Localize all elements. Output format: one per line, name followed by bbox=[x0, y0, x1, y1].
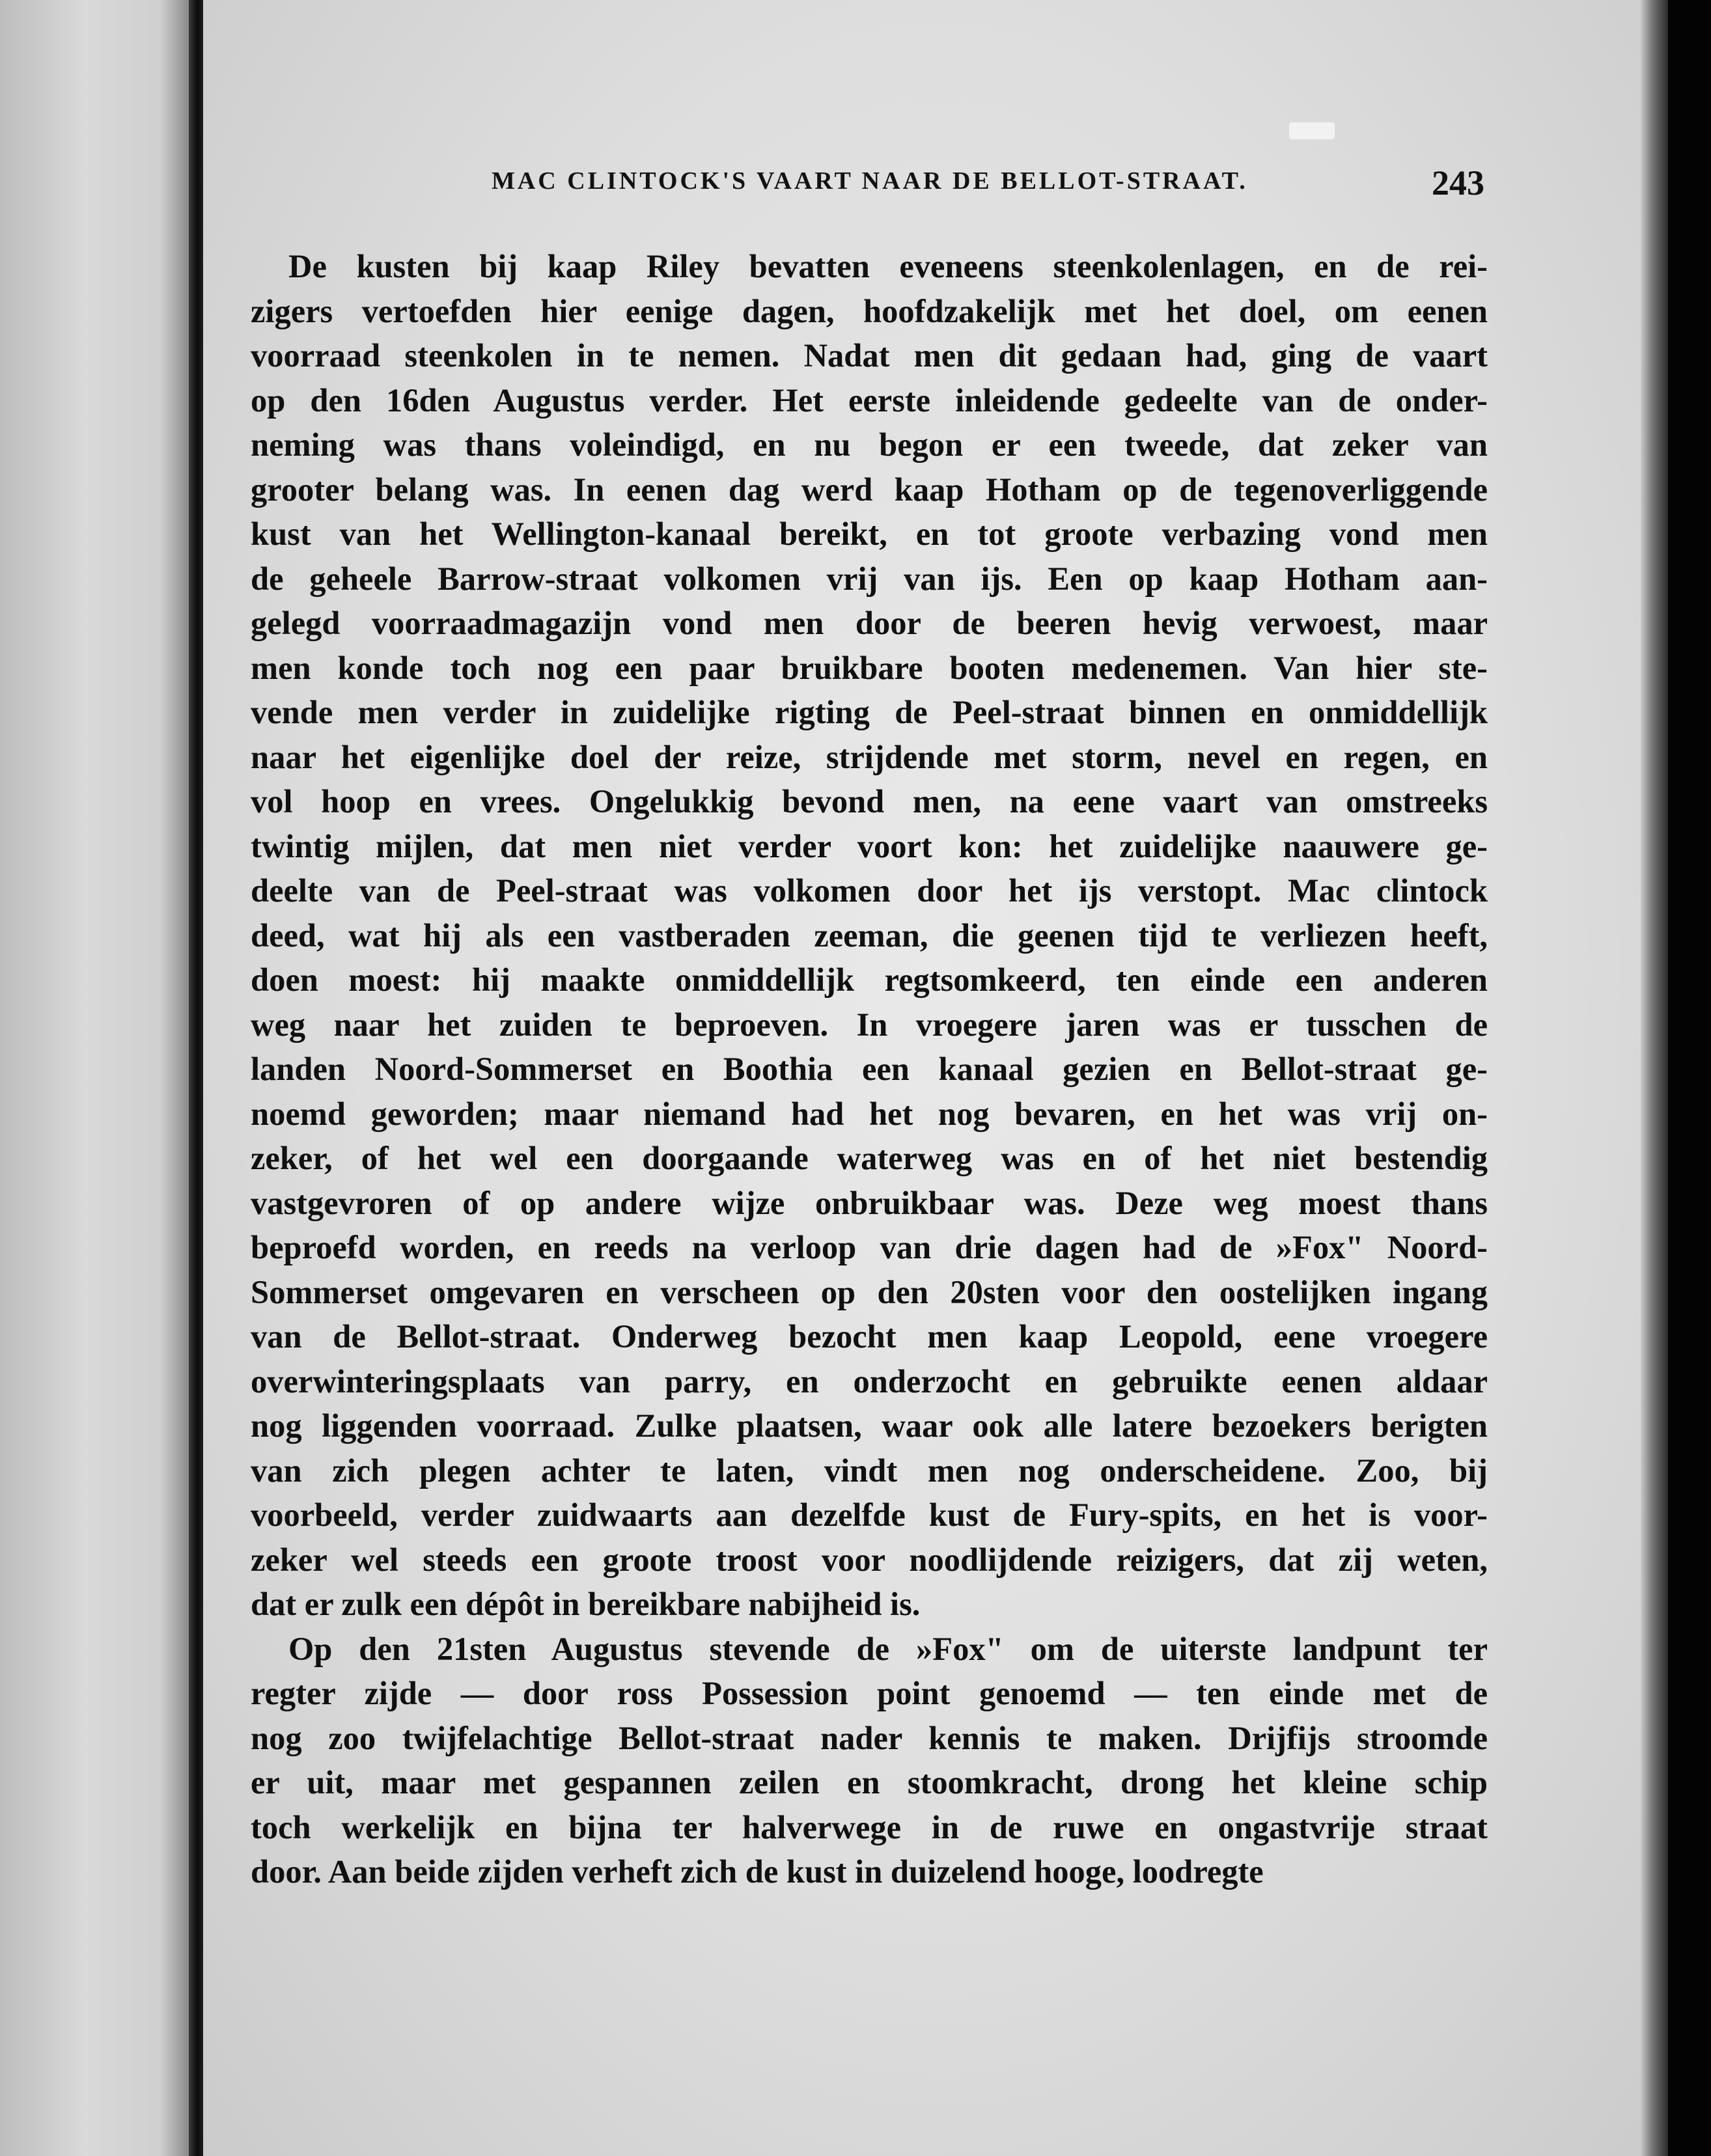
text-line: de geheele Barrow-straat volkomen vrij van ijs. Een op kaap Hotham aan- bbox=[251, 560, 1488, 597]
text-line: naar het eigenlijke doel der reize, strijdende met storm, nevel en regen, en bbox=[251, 738, 1488, 775]
text-line: men konde toch nog een paar bruikbare booten medenemen. Van hier ste- bbox=[251, 649, 1488, 686]
text-line: gelegd voorraadmagazijn vond men door de beeren hevig verwoest, maar bbox=[251, 605, 1488, 641]
text-line: voorraad steenkolen in te nemen. Nadat men dit gedaan had, ging de vaart bbox=[251, 337, 1488, 374]
text-line: beproefd worden, en reeds na verloop van drie dagen had de »Fox" Noord- bbox=[251, 1229, 1488, 1265]
text-line: toch werkelijk en bijna ter halverwege in de ruwe en ongastvrije straat bbox=[251, 1808, 1488, 1845]
book-gutter bbox=[189, 0, 203, 2156]
text-line: nog zoo twijfelachtige Bellot-straat nader kennis te maken. Drijfijs stroomde bbox=[251, 1719, 1488, 1756]
page-header bbox=[247, 163, 1484, 208]
text-line: regter zijde — door ross Possession point genoemd — ten einde met de bbox=[251, 1675, 1488, 1711]
body-text bbox=[251, 244, 1488, 1894]
text-line: voorbeeld, verder zuidwaarts aan dezelfde kust de Fury-spits, en het is voor- bbox=[251, 1497, 1488, 1533]
text-line: weg naar het zuiden te beproeven. In vroegere jaren was er tusschen de bbox=[251, 1006, 1488, 1043]
text-line: De kusten bij kaap Riley bevatten eveneens steenkolenlagen, en de rei- bbox=[288, 248, 1488, 284]
text-line: door. Aan beide zijden verheft zich de kust in duizelend hooge, loodregte bbox=[251, 1853, 1264, 1890]
text-line: doen moest: hij maakte onmiddellijk regtsomkeerd, ten einde een anderen bbox=[251, 961, 1488, 998]
text-line: deelte van de Peel-straat was volkomen door het ijs verstopt. Mac clintock bbox=[251, 872, 1488, 909]
text-line: vol hoop en vrees. Ongelukkig bevond men, na eene vaart van omstreeks bbox=[251, 783, 1488, 820]
page-right-edge bbox=[1641, 0, 1668, 2156]
text-line: nog liggenden voorraad. Zulke plaatsen, waar ook alle latere bezoekers berigten bbox=[251, 1407, 1488, 1444]
facing-page-edge bbox=[0, 0, 189, 2156]
text-line: noemd geworden; maar niemand had het nog bevaren, en het was vrij on- bbox=[251, 1095, 1488, 1132]
text-line: dat er zulk een dépôt in bereikbare nabijheid is. bbox=[251, 1586, 921, 1622]
text-line: grooter belang was. In eenen dag werd kaap Hotham op de tegenoverliggende bbox=[251, 471, 1488, 508]
text-line: vende men verder in zuidelijke rigting de Peel-straat binnen en onmiddellijk bbox=[251, 694, 1488, 730]
text-line: Op den 21sten Augustus stevende de »Fox" om de uiterste landpunt ter bbox=[288, 1630, 1488, 1667]
text-line: van zich plegen achter te laten, vindt men nog onderscheidene. Zoo, bij bbox=[251, 1452, 1488, 1489]
text-line: kust van het Wellington-kanaal bereikt, en tot groote verbazing vond men bbox=[251, 516, 1488, 552]
text-line: zigers vertoefden hier eenige dagen, hoofdzakelijk met het doel, om eenen bbox=[251, 292, 1488, 329]
text-line: Sommerset omgevaren en verscheen op den 20sten voor den oostelijken ingang bbox=[251, 1273, 1488, 1310]
text-line: overwinteringsplaats van parry, en onderzocht en gebruikte eenen aldaar bbox=[251, 1362, 1488, 1400]
text-line: zeker wel steeds een groote troost voor noodlijdende reizigers, dat zij weten, bbox=[251, 1541, 1488, 1578]
scan-smudge bbox=[1289, 122, 1335, 139]
text-line: twintig mijlen, dat men niet verder voort kon: het zuidelijke naauwere ge- bbox=[251, 827, 1488, 864]
paragraph bbox=[251, 244, 1488, 1627]
text-line: landen Noord-Sommerset en Boothia een kanaal gezien en Bellot-straat ge- bbox=[251, 1051, 1488, 1087]
text-line: op den 16den Augustus verder. Het eerste inleidende gedeelte van de onder- bbox=[251, 381, 1488, 419]
text-line: er uit, maar met gespannen zeilen en stoomkracht, drong het kleine schip bbox=[251, 1764, 1488, 1801]
scan-background bbox=[1668, 0, 1711, 2156]
text-line: van de Bellot-straat. Onderweg bezocht men kaap Leopold, eene vroegere bbox=[251, 1318, 1488, 1355]
page-number: 243 bbox=[1432, 163, 1484, 202]
text-line: zeker, of het wel een doorgaande waterweg was en of het niet bestendig bbox=[251, 1140, 1488, 1176]
text-line: vastgevroren of op andere wijze onbruikbaar was. Deze weg moest thans bbox=[251, 1184, 1488, 1221]
running-head: MAC CLINTOCK'S VAART NAAR DE BELLOT-STRAAT. bbox=[492, 167, 1248, 195]
text-line: deed, wat hij als een vastberaden zeeman, die geenen tijd te verliezen heeft, bbox=[251, 917, 1488, 954]
text-line: neming was thans voleindigd, en nu begon er een tweede, dat zeker van bbox=[251, 426, 1488, 463]
paragraph bbox=[251, 1627, 1488, 1894]
